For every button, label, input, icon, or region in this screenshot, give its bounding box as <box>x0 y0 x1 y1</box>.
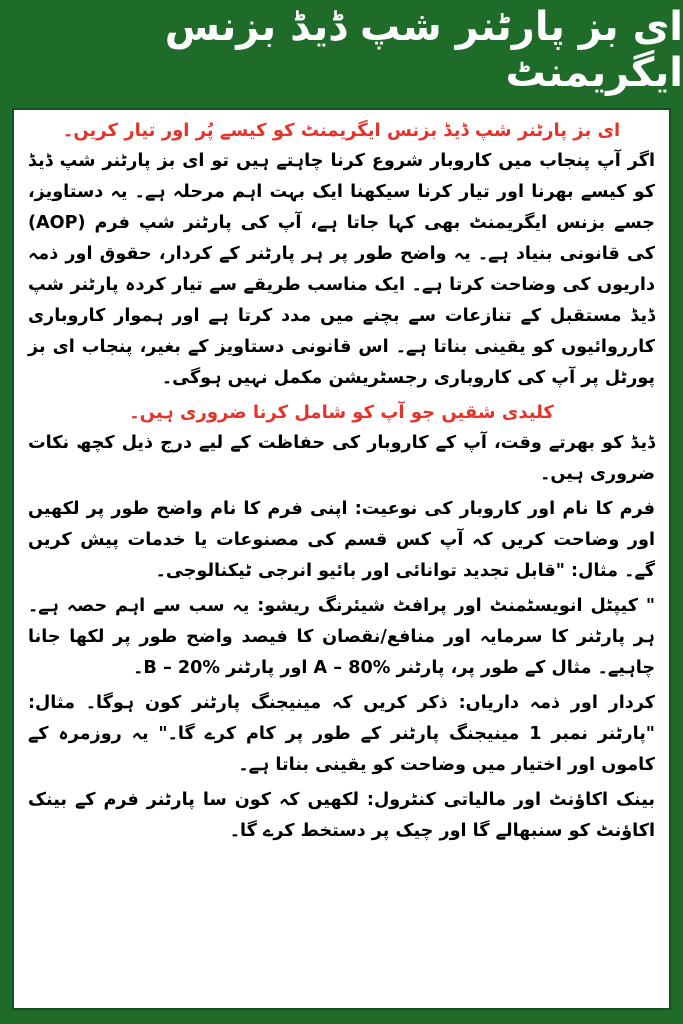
intro-paragraph: اگر آپ پنجاب میں کاروبار شروع کرنا چاہتے ہیں تو ای بز پارٹنر شپ ڈیڈ کو کیسے بھرنا اور تیار کرنا سیکھنا ایک بہت اہم مرحلہ ہے۔ یہ دستاویز، جسے بزنس ایگریمنٹ بھی کہا جاتا ہے، آپ کی پارٹنر شپ فرم (AOP) کی قانونی بنیاد ہے۔ یہ واضح طور پر ہر پارٹنر کے کردار، حقوق اور ذمہ داریوں کی وضاحت کرتا ہے۔ ایک مناسب طریقے سے تیار کردہ پارٹنر شپ ڈیڈ مستقبل کے تنازعات سے بچنے میں مدد کرتا ہے اور ہموار کاروباری کارروائیوں کو یقینی بناتا ہے۔ اس قانونی دستاویز کے بغیر، پنجاب ای بز پورٹل پر آپ کی کاروباری رجسٹریشن مکمل نہیں ہوگی۔ <box>28 151 655 388</box>
point-firm-name: فرم کا نام اور کاروبار کی نوعیت: اپنی فرم کا نام واضح طور پر لکھیں اور وضاحت کریں کہ آپ کس قسم کی مصنوعات یا خدمات پیش کریں گے۔ مثال: "قابل تجدید توانائی اور بائیو انرجی ٹیکنالوجی۔ <box>28 499 655 581</box>
content-card <box>12 108 671 1010</box>
point-capital-ratio: " کیپٹل انویسٹمنٹ اور پرافٹ شیئرنگ ریشو: یہ سب سے اہم حصہ ہے۔ ہر پارٹنر کا سرمایہ اور منافع/نقصان کا فیصد واضح طور پر لکھا جانا چاہیے۔ مثال کے طور پر، پارٹنر A – 80% اور پارٹنر B – 20%۔ <box>28 596 655 678</box>
title-banner <box>0 0 683 100</box>
intro-heading: ای بز پارٹنر شپ ڈیڈ بزنس ایگریمنٹ کو کیسے پُر اور تیار کریں۔ <box>62 120 621 141</box>
points-intro: ڈیڈ کو بھرتے وقت، آپ کے کاروبار کی حفاظت کے لیے درج ذیل کچھ نکات ضروری ہیں۔ <box>28 433 655 484</box>
points-heading: کلیدی شقیں جو آپ کو شامل کرنا ضروری ہیں۔ <box>129 402 554 423</box>
page-title: ای بز پارٹنر شپ ڈیڈ بزنس ایگریمنٹ <box>164 4 683 96</box>
point-roles: کردار اور ذمہ داریاں: ذکر کریں کہ مینیجنگ پارٹنر کون ہوگا۔ مثال: "پارٹنر نمبر 1 مینیجنگ پارٹنر کے طور پر کام کرے گا۔" یہ روزمرہ کے کاموں اور اختیار میں وضاحت کو یقینی بناتا ہے۔ <box>28 693 655 775</box>
point-bank-account: بینک اکاؤنٹ اور مالیاتی کنٹرول: لکھیں کہ کون سا پارٹنر فرم کے بینک اکاؤنٹ کو سنبھالے گا اور چیک پر دستخط کرے گا۔ <box>28 790 655 841</box>
